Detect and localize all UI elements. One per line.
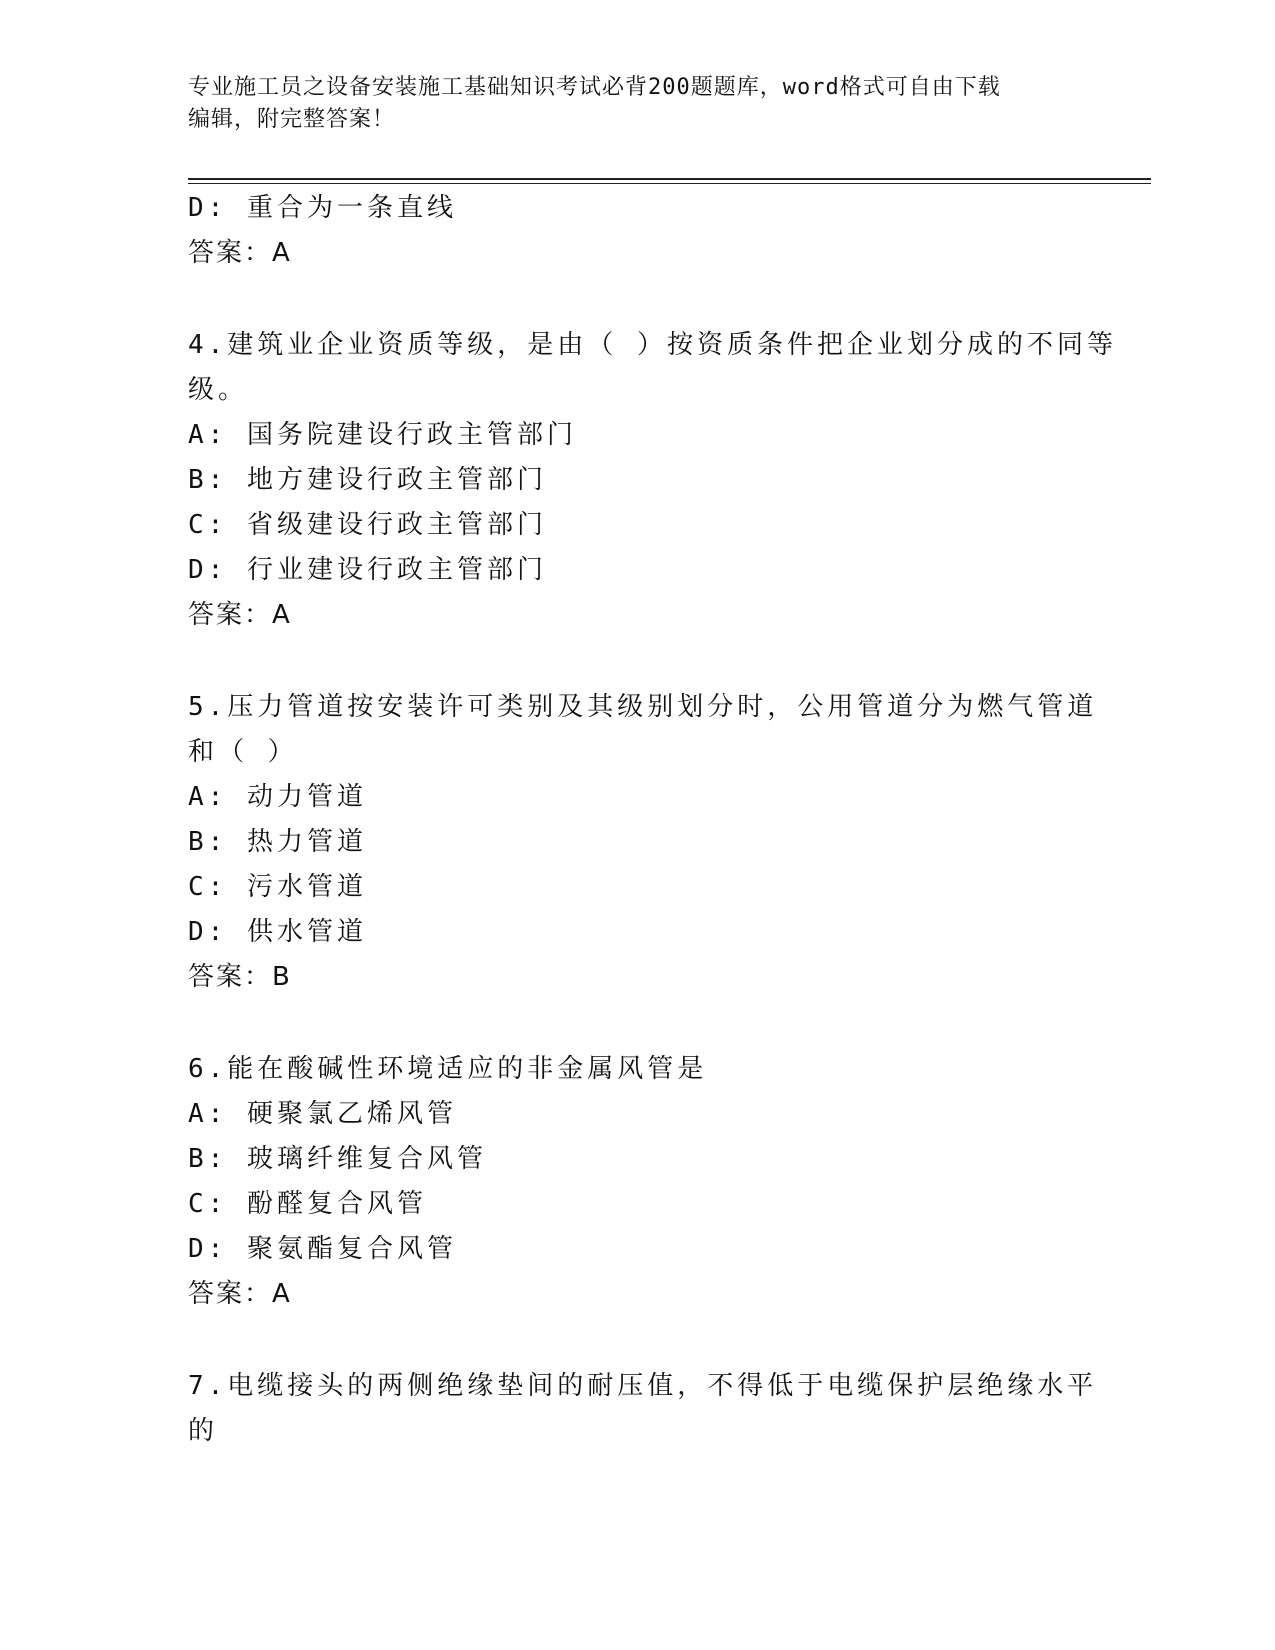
header-divider-thin: [188, 183, 1151, 184]
question-stem-continued: 和（ ）: [188, 737, 298, 767]
spacer: [188, 1000, 1088, 1047]
answer: 答案：A: [188, 238, 292, 268]
question-3-tail: [188, 186, 1088, 276]
option-d: D: 聚氨酯复合风管: [188, 1234, 457, 1264]
question-stem: 7.电缆接头的两侧绝缘垫间的耐压值，不得低于电缆保护层绝缘水平: [188, 1371, 1098, 1401]
option-a: A: 硬聚氯乙烯风管: [188, 1099, 457, 1129]
answer: 答案：A: [188, 1279, 292, 1309]
option-d: D: 供水管道: [188, 917, 367, 947]
question-7: [188, 1364, 1098, 1454]
option-b: B: 玻璃纤维复合风管: [188, 1144, 487, 1174]
option-c: C: 省级建设行政主管部门: [188, 510, 547, 540]
question-stem: 4.建筑业企业资质等级，是由（ ）按资质条件把企业划分成的不同等: [188, 330, 1117, 360]
question-stem-continued: 级。: [188, 375, 249, 405]
answer: 答案：A: [188, 600, 292, 630]
option-d: D: 行业建设行政主管部门: [188, 555, 547, 585]
question-stem: 5.压力管道按安装许可类别及其级别划分时，公用管道分为燃气管道: [188, 692, 1098, 722]
option-a: A: 动力管道: [188, 782, 367, 812]
option-d: D: 重合为一条直线: [188, 193, 457, 223]
option-b: B: 地方建设行政主管部门: [188, 465, 547, 495]
option-c: C: 污水管道: [188, 872, 367, 902]
header-divider-thick: [188, 178, 1151, 180]
question-5: [188, 685, 1098, 1000]
option-c: C: 酚醛复合风管: [188, 1189, 427, 1219]
spacer: [188, 638, 1088, 685]
answer: 答案：B: [188, 962, 292, 992]
spacer: [188, 1317, 1088, 1364]
question-list: [188, 186, 1117, 1454]
question-stem-continued: 的: [188, 1416, 219, 1446]
option-a: A: 国务院建设行政主管部门: [188, 420, 577, 450]
page-header: [188, 72, 1068, 136]
spacer: [188, 276, 1088, 323]
question-6: [188, 1047, 1088, 1317]
option-b: B: 热力管道: [188, 827, 367, 857]
header-line-2: 编辑，附完整答案！: [188, 107, 396, 132]
header-line-1: 专业施工员之设备安装施工基础知识考试必背200题题库，word格式可自由下载: [188, 75, 1001, 100]
question-stem: 6.能在酸碱性环境适应的非金属风管是: [188, 1054, 708, 1084]
question-4: [188, 323, 1117, 638]
